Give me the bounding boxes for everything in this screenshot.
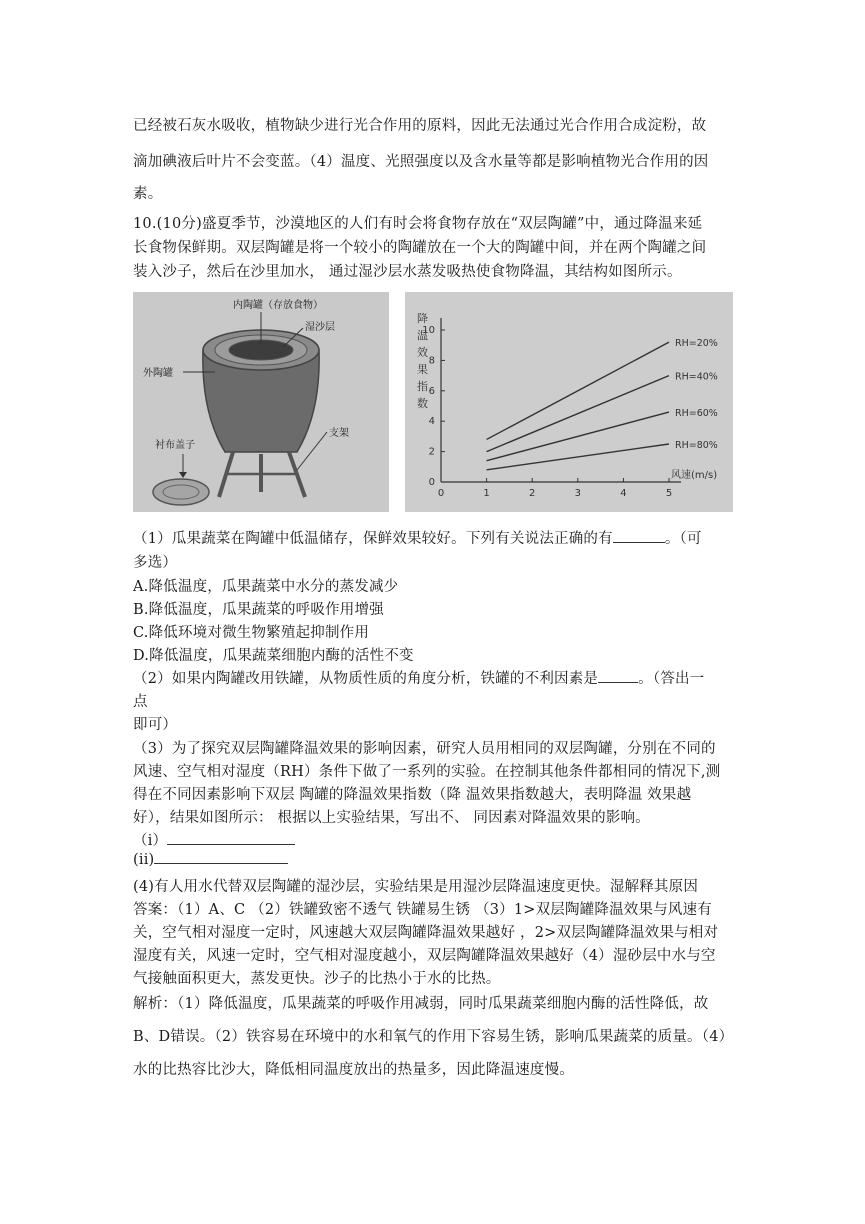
q3-answer-blank-i[interactable] — [167, 844, 295, 845]
intro-line-3: 素。 — [133, 186, 163, 202]
y-tick-label: 8 — [428, 355, 435, 367]
analysis-line-1: 解析：（1）降低温度，瓜果蔬菜的呼吸作用减弱，同时瓜果蔬菜细胞内酶的活性降低，故 — [133, 996, 709, 1012]
question10-line-2: 长食物保鲜期。双层陶罐是将一个较小的陶罐放在一个大的陶罐中间，并在两个陶罐之间 — [133, 240, 707, 256]
x-tick-label: 1 — [483, 488, 490, 499]
series-label: RH=60% — [675, 408, 718, 420]
series-label: RH=80% — [675, 440, 718, 451]
q3-blank-ii-line — [133, 852, 288, 868]
q2-stem-line — [133, 667, 704, 688]
y-axis-label-char: 果 — [417, 363, 428, 376]
q3-label-ii: (ii) — [133, 852, 155, 868]
q1-stem-line — [133, 527, 702, 548]
series-label: RH=20% — [675, 338, 718, 350]
x-axis-label: 风速(m/s) — [671, 470, 718, 481]
answer-line-1: 答案：（1）A、C （2）铁罐致密不透气 铁罐易生锈 （3）1>双层陶罐降温效果与风速有 — [133, 902, 712, 918]
y-tick-label: 2 — [428, 446, 435, 458]
pot-figure — [133, 292, 389, 512]
q3-blank-i-line — [133, 829, 295, 850]
x-tick-label: 0 — [437, 488, 445, 499]
q1-stem: （1）瓜果蔬菜在陶罐中低温储存，保鲜效果较好。下列有关说法正确的有 — [133, 531, 613, 547]
q1-tail-line: 多选） — [133, 555, 178, 571]
lid-label: 衬布盖子 — [155, 440, 195, 451]
q1-option-b: B.降低温度，瓜果蔬菜的呼吸作用增强 — [133, 602, 384, 618]
inner-pot-label: 内陶罐（存放食物） — [233, 300, 323, 311]
q3-line-1: （3）为了探究双层陶罐降温效果的影响因素，研究人员用相同的双层陶罐，分别在不同的 — [133, 741, 716, 757]
y-tick-label: 10 — [422, 325, 435, 336]
x-tick-label: 3 — [574, 488, 581, 499]
y-axis-label-char: 降 — [417, 312, 428, 325]
x-tick-label: 2 — [529, 488, 536, 499]
q2-stem: （2）如果内陶罐改用铁罐，从物质性质的角度分析，铁罐的不利因素是 — [133, 671, 599, 687]
q3-line-2: 风速、空气相对湿度（RH）条件下做了一系列的实验。在控制其他条件都相同的情况下,测 — [133, 764, 721, 780]
x-tick-label: 5 — [665, 488, 673, 499]
series-label: RH=40% — [675, 371, 718, 383]
question10-line-3: 装入沙子，然后在沙里加水， 通过湿沙层水蒸发吸热使食物降温，其结构如图所示。 — [133, 264, 682, 280]
answer-line-3: 湿度有关，风速一定时，空气相对湿度越小，双层陶罐降温效果越好（4）湿砂层中水与空 — [133, 948, 716, 964]
stand-label: 支架 — [329, 428, 349, 439]
question10-line-1: 10.(10分)盛夏季节，沙漠地区的人们有时会将食物存放在“双层陶罐”中，通过降温来延 — [133, 216, 703, 232]
q3-line-3: 得在不同因素影响下双层 陶罐的降温效果指数（降 温效果指数越大，表明降温 效果越 — [133, 787, 692, 803]
analysis-line-2: B、D错误。（2）铁容易在环境中的水和氧气的作用下容易生锈，影响瓜果蔬菜的质量。（4） — [133, 1029, 734, 1045]
y-tick-label: 0 — [428, 477, 435, 488]
q2-tail-line-1: 点 — [133, 694, 148, 710]
answer-line-4: 气接触面积更大，蒸发更快。沙子的比热小于水的比热。 — [133, 971, 501, 987]
q1-option-c: C.降低环境对微生物繁殖起抑制作用 — [133, 625, 370, 641]
y-axis-label-char: 数 — [417, 397, 428, 410]
pot-diagram — [133, 292, 389, 512]
cooling-chart — [405, 292, 733, 512]
outer-pot-label: 外陶罐 — [143, 368, 173, 379]
q3-answer-blank-ii[interactable] — [154, 863, 288, 864]
q1-tail: 。（可 — [664, 531, 702, 547]
q1-option-d: D.降低温度，瓜果蔬菜细胞内酶的活性不变 — [133, 648, 414, 664]
q2-answer-blank[interactable] — [598, 682, 638, 683]
lid-shape — [153, 479, 209, 505]
wet-sand-label: 湿沙层 — [305, 322, 335, 333]
q1-answer-blank[interactable] — [613, 542, 665, 543]
y-tick-label: 6 — [428, 385, 435, 397]
y-axis-label-char: 温 — [417, 329, 428, 342]
q3-line-4: 好），结果如图所示： 根据以上实验结果，写出不、 同因素对降温效果的影响。 — [133, 810, 650, 826]
analysis-line-3: 水的比热容比沙大，降低相同温度放出的热量多，因此降温速度慢。 — [133, 1062, 574, 1078]
y-axis-label-char: 效 — [417, 346, 428, 359]
q1-option-a: A.降低温度，瓜果蔬菜中水分的蒸发减少 — [133, 579, 399, 595]
intro-line-2: 滴加碘液后叶片不会变蓝。（4）温度、光照强度以及含水量等都是影响植物光合作用的因 — [133, 154, 709, 170]
chart-figure — [405, 292, 733, 512]
q2-tail: 。（答出一 — [638, 671, 705, 687]
x-tick-label: 4 — [620, 488, 627, 499]
answer-line-2: 关，空气相对湿度一定时，风速越大双层陶罐降温效果越好 ，2>双层陶罐降温效果与相对 — [133, 925, 719, 941]
q2-tail-line-2: 即可） — [133, 717, 178, 733]
y-tick-label: 4 — [428, 416, 435, 428]
y-axis-label-char: 指 — [417, 380, 428, 393]
intro-line-1: 已经被石灰水吸收，植物缺少进行光合作用的原料，因此无法通过光合作用合成淀粉，故 — [133, 118, 707, 134]
q4-line-1: (4)有人用水代替双层陶罐的湿沙层，实验结果是用湿沙层降温速度更快。湿解释其原因 — [133, 879, 699, 895]
q3-label-i: （i） — [133, 833, 168, 849]
